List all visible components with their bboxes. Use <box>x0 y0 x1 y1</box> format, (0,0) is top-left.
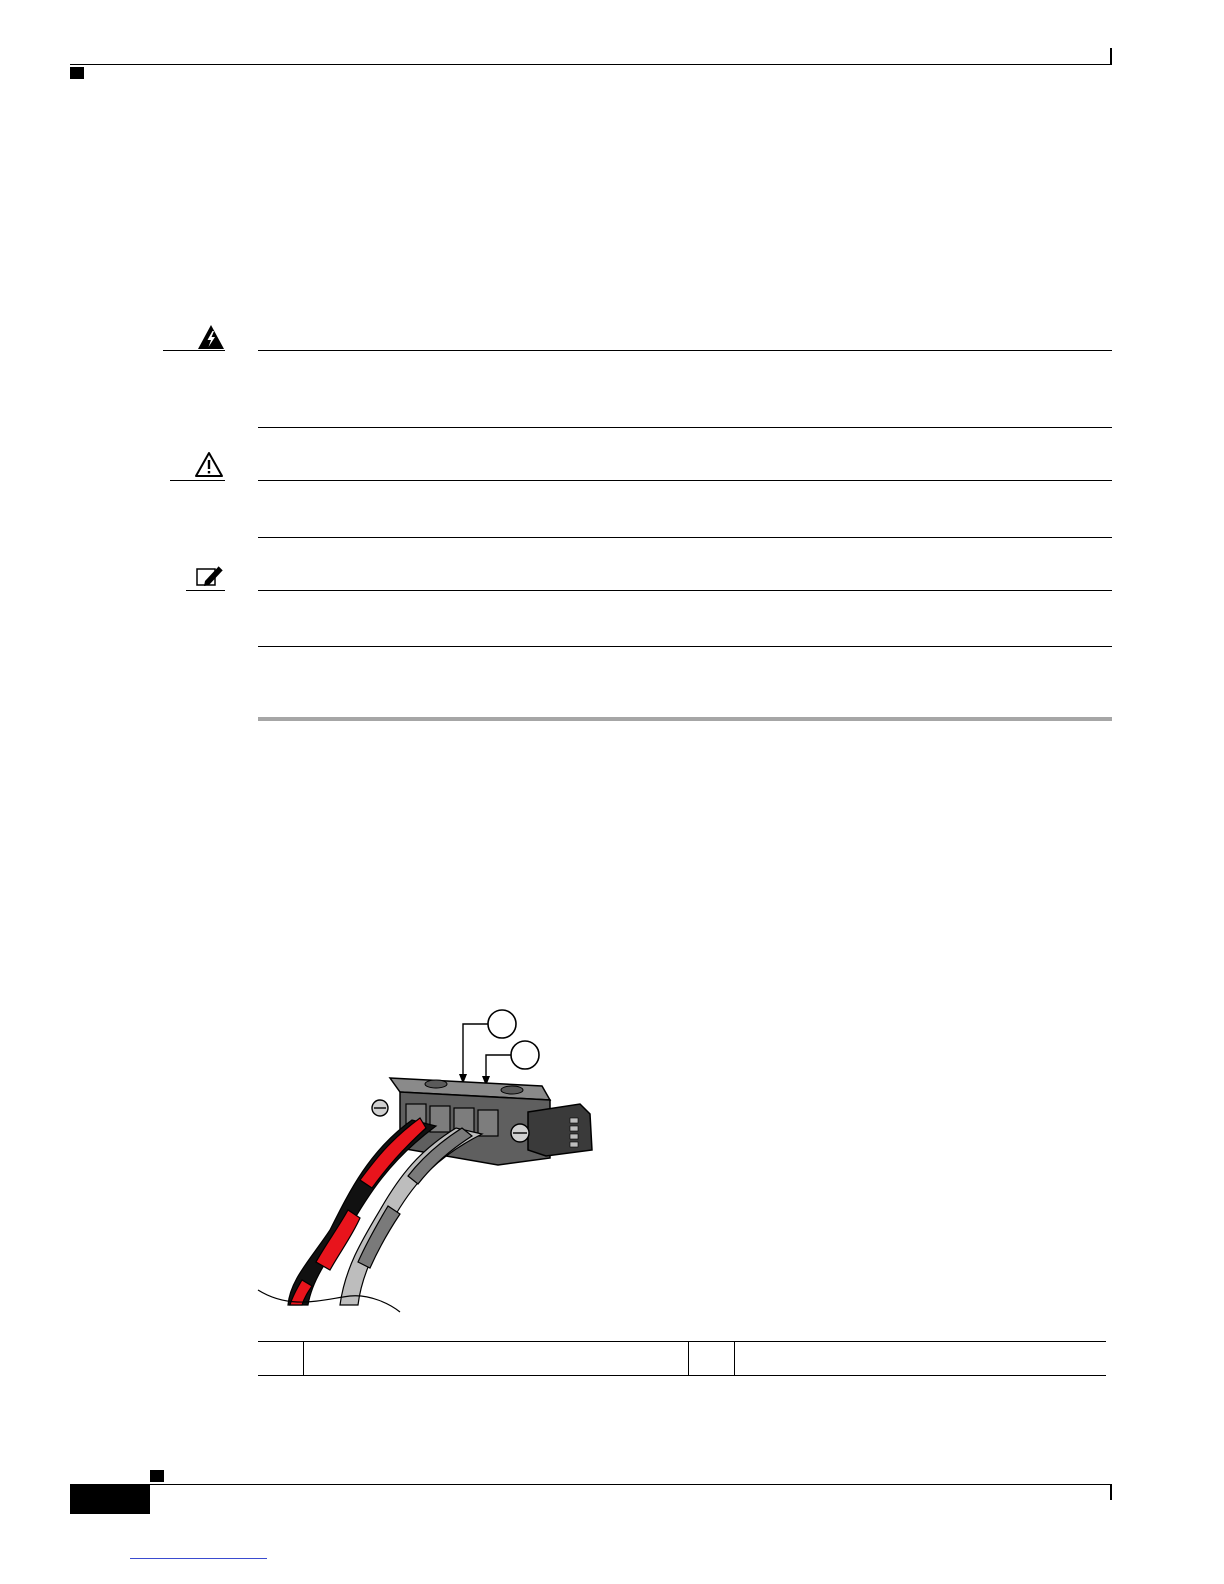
caution-label-rule <box>170 480 225 481</box>
footer-corner-block-small <box>150 1470 164 1482</box>
caution-triangle-icon <box>194 451 224 478</box>
legend-table-bottom-rule <box>258 1375 1106 1376</box>
header-right-tick <box>1110 48 1112 64</box>
note-bottom-rule <box>258 646 1112 647</box>
header-rule <box>70 64 1112 65</box>
warning-shock-icon <box>197 324 225 350</box>
callout-2 <box>482 1041 539 1086</box>
procedure-end-rule <box>258 717 1112 721</box>
footer-rule <box>150 1484 1112 1485</box>
legend-table-col-divider-3 <box>734 1341 735 1375</box>
warning-label-rule <box>163 350 225 351</box>
caution-bottom-rule <box>258 537 1112 538</box>
header-corner-block <box>70 67 84 79</box>
warning-top-rule <box>258 350 1112 351</box>
note-label-rule <box>186 590 225 591</box>
legend-table-col-divider-2 <box>688 1341 689 1375</box>
note-top-rule <box>258 590 1112 591</box>
callout-1 <box>459 1010 516 1084</box>
warning-bottom-rule <box>258 427 1112 428</box>
power-connector-illustration <box>250 1000 620 1320</box>
footer-page-tab <box>70 1484 150 1514</box>
caution-top-rule <box>258 480 1112 481</box>
footer-link-underline[interactable] <box>130 1558 267 1559</box>
legend-table-top-rule <box>258 1341 1106 1342</box>
legend-table <box>258 1341 1106 1375</box>
footer-right-tick <box>1110 1484 1112 1500</box>
note-pencil-icon <box>195 563 225 589</box>
legend-table-col-divider-1 <box>303 1341 304 1375</box>
